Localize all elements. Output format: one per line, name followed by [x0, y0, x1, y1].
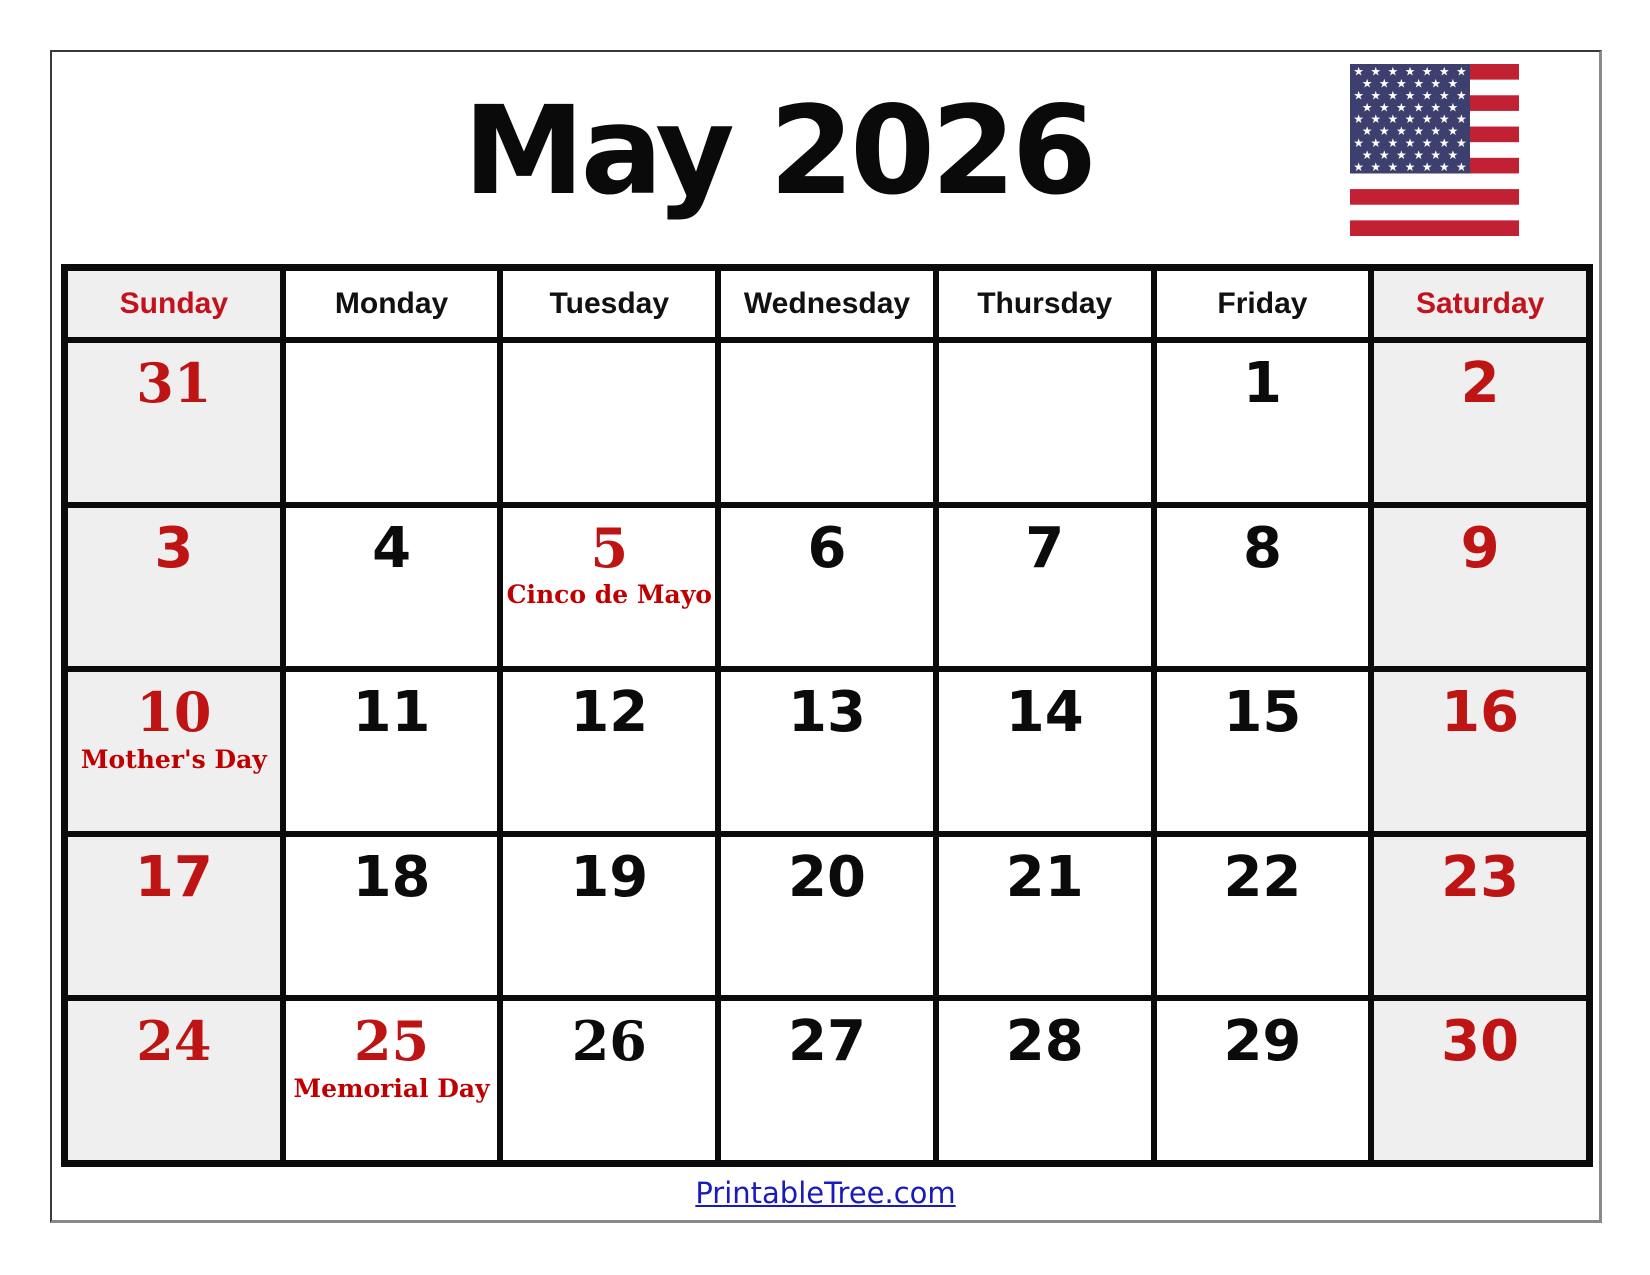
date-number: 1	[1242, 351, 1282, 416]
calendar-cell	[503, 343, 715, 502]
svg-text:★: ★	[1456, 64, 1467, 79]
calendar-cell	[68, 508, 280, 667]
svg-text:★: ★	[1456, 136, 1467, 151]
svg-text:★: ★	[1378, 148, 1390, 163]
svg-text:★: ★	[1430, 76, 1442, 91]
svg-text:★: ★	[1361, 124, 1373, 139]
date-number: 9	[1460, 515, 1500, 581]
calendar-cell	[68, 1001, 280, 1160]
calendar-cell	[721, 508, 933, 667]
svg-text:★: ★	[1387, 136, 1399, 151]
date-number: 8	[1242, 515, 1282, 581]
svg-text:★: ★	[1353, 136, 1364, 151]
calendar-cell	[1374, 837, 1586, 996]
svg-text:★: ★	[1421, 159, 1433, 174]
weekday-header-thursday: Thursday	[939, 271, 1151, 337]
date-number: 24	[136, 1009, 212, 1074]
svg-text:★: ★	[1396, 100, 1407, 115]
calendar-cell	[1374, 508, 1586, 667]
svg-text:★: ★	[1456, 159, 1467, 174]
date-number: 21	[1005, 844, 1084, 910]
svg-text:★: ★	[1413, 148, 1424, 163]
svg-text:★: ★	[1430, 148, 1442, 163]
calendar-cell	[939, 343, 1151, 502]
date-number: 11	[352, 680, 431, 746]
calendar-cell	[286, 1001, 498, 1160]
date-number: 22	[1223, 844, 1302, 910]
calendar-cell	[939, 837, 1151, 996]
svg-text:★: ★	[1438, 64, 1450, 79]
calendar-cell	[503, 837, 715, 996]
svg-text:★: ★	[1370, 112, 1382, 127]
date-number: 18	[352, 844, 431, 910]
calendar-cell	[503, 508, 715, 667]
svg-text:★: ★	[1421, 136, 1433, 151]
svg-text:★: ★	[1353, 64, 1364, 79]
svg-text:★: ★	[1430, 124, 1442, 139]
svg-text:★: ★	[1404, 88, 1416, 103]
svg-text:★: ★	[1404, 64, 1416, 79]
weekday-header-wednesday: Wednesday	[721, 271, 933, 337]
date-number: 29	[1223, 1009, 1302, 1075]
calendar-cell	[1157, 508, 1369, 667]
date-number: 27	[788, 1009, 866, 1075]
holiday-label: Mother's Day	[80, 744, 267, 774]
calendar-cell	[286, 672, 498, 831]
svg-text:★: ★	[1456, 88, 1467, 103]
date-number: 3	[154, 515, 194, 581]
svg-text:★: ★	[1438, 159, 1450, 174]
svg-text:★: ★	[1396, 148, 1407, 163]
svg-text:★: ★	[1438, 112, 1450, 127]
svg-text:★: ★	[1370, 136, 1382, 151]
date-number: 7	[1025, 515, 1065, 581]
svg-text:★: ★	[1353, 159, 1364, 174]
weekday-header-tuesday: Tuesday	[503, 271, 715, 337]
calendar-cell	[1157, 672, 1369, 831]
calendar-cell	[286, 343, 498, 502]
date-number: 13	[788, 680, 866, 746]
svg-text:★: ★	[1353, 88, 1364, 103]
svg-text:★: ★	[1396, 124, 1407, 139]
svg-text:★: ★	[1387, 88, 1399, 103]
calendar-cell	[721, 343, 933, 502]
svg-text:★: ★	[1421, 88, 1433, 103]
calendar-cell	[1157, 1001, 1369, 1160]
calendar-cell	[286, 837, 498, 996]
calendar-cell	[1374, 343, 1586, 502]
date-number: 30	[1441, 1009, 1520, 1075]
svg-text:★: ★	[1447, 124, 1459, 139]
svg-text:★: ★	[1438, 88, 1450, 103]
svg-text:★: ★	[1378, 100, 1390, 115]
date-number: 12	[570, 680, 649, 746]
holiday-label: Memorial Day	[293, 1074, 490, 1104]
svg-text:★: ★	[1370, 159, 1382, 174]
svg-text:★: ★	[1387, 64, 1399, 79]
page-title: May 2026	[463, 80, 1093, 222]
calendar-cell	[68, 837, 280, 996]
date-number: 2	[1460, 351, 1500, 416]
svg-text:★: ★	[1430, 100, 1442, 115]
svg-text:★: ★	[1378, 76, 1390, 91]
svg-text:★: ★	[1447, 100, 1459, 115]
svg-text:★: ★	[1370, 88, 1382, 103]
calendar-cell	[1157, 343, 1369, 502]
date-number: 16	[1441, 680, 1520, 746]
svg-text:★: ★	[1387, 112, 1399, 127]
svg-text:★: ★	[1413, 124, 1424, 139]
calendar-cell	[68, 343, 280, 502]
calendar-cell	[68, 672, 280, 831]
svg-text:★: ★	[1370, 64, 1382, 79]
date-number: 26	[571, 1009, 647, 1074]
svg-text:★: ★	[1404, 136, 1416, 151]
calendar-cell	[1374, 1001, 1586, 1160]
holiday-label: Cinco de Mayo	[506, 580, 712, 610]
weekday-header-sunday: Sunday	[68, 271, 280, 337]
date-number: 23	[1441, 844, 1520, 910]
svg-text:★: ★	[1387, 159, 1399, 174]
calendar-cell	[721, 1001, 933, 1160]
svg-text:★: ★	[1353, 112, 1364, 127]
date-number: 6	[807, 515, 847, 581]
svg-text:★: ★	[1361, 148, 1373, 163]
date-number: 15	[1223, 680, 1302, 746]
svg-text:★: ★	[1378, 124, 1390, 139]
date-number: 5	[590, 515, 629, 580]
svg-text:★: ★	[1421, 64, 1433, 79]
svg-text:★: ★	[1438, 136, 1450, 151]
calendar-cell	[721, 837, 933, 996]
calendar-cell	[1374, 672, 1586, 831]
date-number: 17	[134, 844, 213, 910]
calendar-grid	[61, 264, 1593, 1167]
svg-text:★: ★	[1413, 76, 1424, 91]
calendar-cell	[939, 508, 1151, 667]
calendar-cell	[939, 672, 1151, 831]
page	[50, 50, 1602, 1223]
weekday-header-monday: Monday	[286, 271, 498, 337]
date-number: 10	[136, 680, 212, 745]
calendar-cell	[721, 672, 933, 831]
svg-text:★: ★	[1404, 159, 1416, 174]
footer-link[interactable]: PrintableTree.com	[695, 1176, 956, 1210]
svg-text:★: ★	[1421, 112, 1433, 127]
svg-text:★: ★	[1396, 76, 1407, 91]
weekday-header-friday: Friday	[1157, 271, 1369, 337]
svg-text:★: ★	[1447, 76, 1459, 91]
date-number: 28	[1005, 1009, 1084, 1075]
us-flag-icon	[1350, 64, 1519, 236]
svg-text:★: ★	[1456, 112, 1467, 127]
weekday-header-saturday: Saturday	[1374, 271, 1586, 337]
svg-text:★: ★	[1447, 148, 1459, 163]
svg-text:★: ★	[1413, 100, 1424, 115]
calendar-cell	[939, 1001, 1151, 1160]
date-number: 4	[372, 515, 412, 581]
footer	[52, 1176, 1599, 1210]
svg-text:★: ★	[1361, 100, 1373, 115]
date-number: 19	[570, 844, 649, 910]
calendar-cell	[503, 672, 715, 831]
svg-text:★: ★	[1404, 112, 1416, 127]
date-number: 31	[136, 351, 212, 415]
calendar-cell	[1157, 837, 1369, 996]
date-number: 25	[353, 1009, 430, 1074]
calendar-cell	[503, 1001, 715, 1160]
calendar-cell	[286, 508, 498, 667]
date-number: 14	[1005, 680, 1084, 746]
svg-text:★: ★	[1361, 76, 1373, 91]
date-number: 20	[788, 844, 866, 910]
